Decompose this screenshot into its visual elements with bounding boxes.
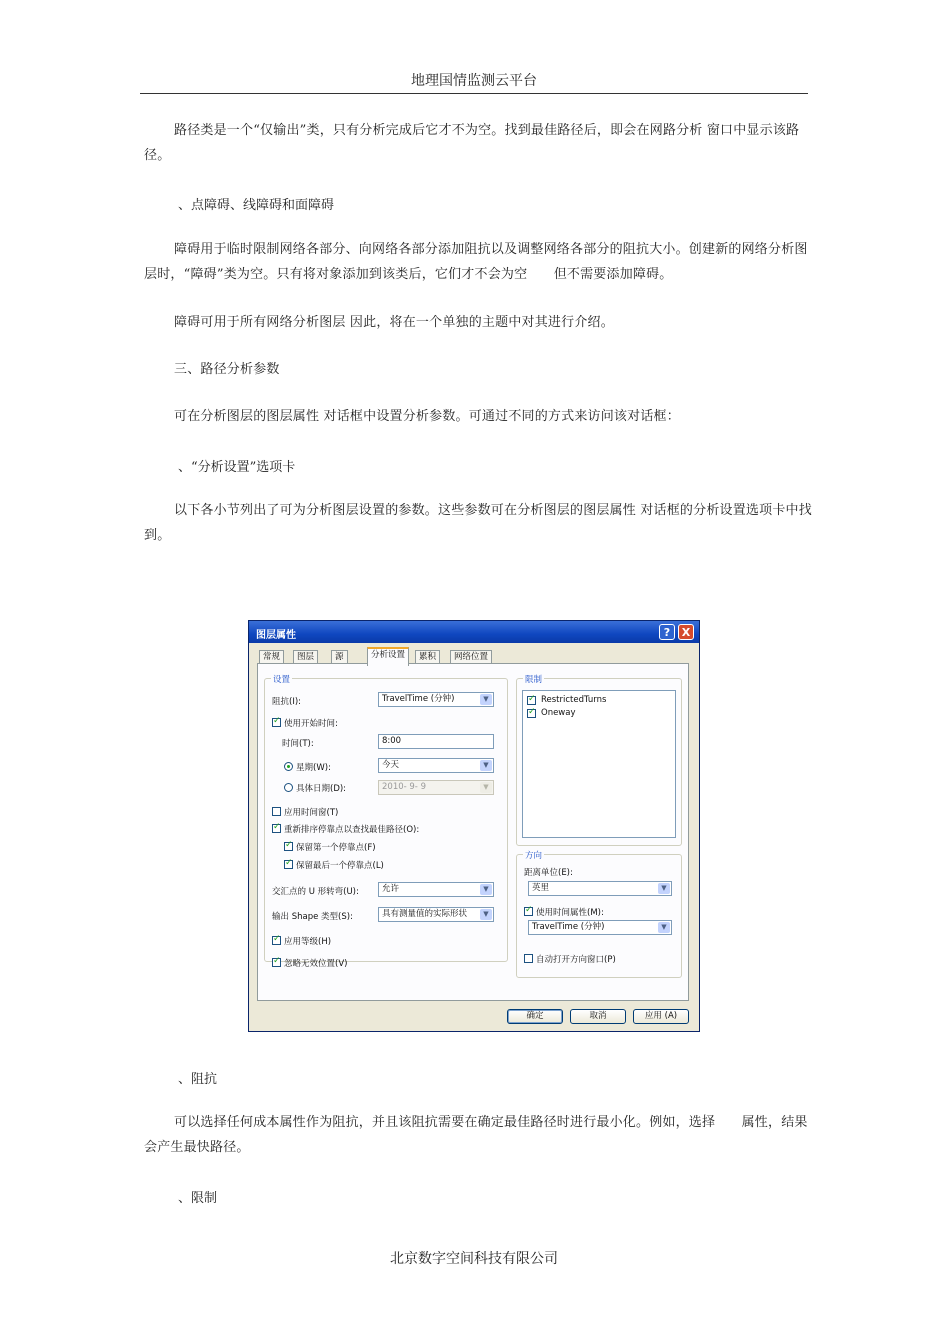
tab-accumulation[interactable]: 累积 bbox=[415, 650, 440, 664]
tab-layer[interactable]: 图层 bbox=[293, 650, 318, 664]
use-time-attr-label: 使用时间属性(M): bbox=[536, 908, 604, 918]
tab-network-locations[interactable]: 网络位置 bbox=[450, 650, 492, 664]
distance-units-select[interactable]: 英里 ▼ bbox=[528, 881, 672, 896]
restrictions-group-label: 限制 bbox=[525, 675, 543, 685]
keep-last-label: 保留最后一个停靠点(L) bbox=[296, 861, 384, 871]
apply-button[interactable]: 应用 (A) bbox=[633, 1009, 689, 1024]
heading-barriers: 、点障碍、线障碍和面障碍 bbox=[178, 198, 335, 213]
specific-date-label: 具体日期(D): bbox=[296, 784, 347, 794]
impedance-label: 阻抗(I): bbox=[272, 697, 302, 707]
ok-button[interactable]: 确定 bbox=[507, 1009, 563, 1024]
paragraph-analysis-tab: 以下各小节列出了可为分析图层设置的参数。这些参数可在分析图层的图层属性 对话框的分析设置选项卡中找到。 bbox=[144, 503, 812, 543]
restriction-checkbox[interactable] bbox=[527, 696, 536, 705]
ignore-invalid-checkbox[interactable] bbox=[272, 958, 281, 967]
chevron-down-icon: ▼ bbox=[658, 922, 670, 933]
specific-date-select[interactable]: 2010- 9- 9 ▼ bbox=[378, 780, 494, 795]
time-label: 时间(T): bbox=[282, 739, 314, 749]
cancel-button[interactable]: 取消 bbox=[570, 1009, 626, 1024]
layer-properties-dialog bbox=[248, 620, 700, 1032]
paragraph-barriers: 障碍用于临时限制网络各部分、向网络各部分添加阻抗以及调整网络各部分的阻抗大小。创建新的网络分析图层时，“障碍”类为空。只有将对象添加到该类后，它们才不会为空 但不需要添加障碍。 bbox=[144, 242, 808, 282]
reorder-stops-label: 重新排序停靠点以查找最佳路径(O): bbox=[284, 825, 420, 835]
auto-open-checkbox[interactable] bbox=[524, 954, 533, 963]
shape-type-label: 输出 Shape 类型(S): bbox=[272, 912, 353, 922]
paragraph-barriers-usage: 障碍可用于所有网络分析图层 因此，将在一个单独的主题中对其进行介绍。 bbox=[174, 315, 614, 330]
paragraph-route-class: 路径类是一个“仅输出”类，只有分析完成后它才不为空。找到最佳路径后，即会在网路分析 窗口中显示该路径。 bbox=[144, 123, 800, 163]
time-input[interactable]: 8:00 bbox=[378, 734, 494, 749]
page-footer: 北京数字空间科技有限公司 bbox=[390, 1251, 558, 1267]
chevron-down-icon: ▼ bbox=[480, 909, 492, 920]
chevron-down-icon: ▼ bbox=[658, 883, 670, 894]
shape-type-select[interactable]: 具有测量值的实际形状 ▼ bbox=[378, 907, 494, 922]
time-windows-label: 应用时间窗(T) bbox=[284, 808, 339, 818]
specific-date-radio[interactable] bbox=[284, 783, 293, 792]
heading-analysis-tab: 、“分析设置”选项卡 bbox=[178, 460, 296, 475]
weekday-select[interactable]: 今天 ▼ bbox=[378, 758, 494, 773]
use-time-attr-checkbox[interactable] bbox=[524, 907, 533, 916]
settings-group-label: 设置 bbox=[273, 675, 291, 685]
keep-first-checkbox[interactable] bbox=[284, 842, 293, 851]
heading-route-params: 三、路径分析参数 bbox=[174, 362, 280, 377]
uturn-select[interactable]: 允许 ▼ bbox=[378, 882, 494, 897]
distance-units-label: 距离单位(E): bbox=[524, 868, 573, 878]
tab-source[interactable]: 源 bbox=[331, 650, 348, 664]
heading-restrictions: 、限制 bbox=[178, 1191, 218, 1206]
tab-general[interactable]: 常规 bbox=[259, 650, 284, 664]
hierarchy-checkbox[interactable] bbox=[272, 936, 281, 945]
impedance-select[interactable]: TravelTime (分钟) ▼ bbox=[378, 692, 494, 707]
directions-group-label: 方向 bbox=[525, 851, 543, 861]
use-start-time-label: 使用开始时间: bbox=[284, 719, 338, 729]
restriction-checkbox[interactable] bbox=[527, 709, 536, 718]
restriction-label: RestrictedTurns bbox=[541, 695, 607, 705]
chevron-down-icon: ▼ bbox=[480, 760, 492, 771]
hierarchy-label: 应用等级(H) bbox=[284, 937, 332, 947]
close-icon[interactable]: X bbox=[678, 624, 694, 640]
paragraph-impedance: 可以选择任何成本属性作为阻抗，并且该阻抗需要在确定最佳路径时进行最小化。例如，选择 属性，结果会产生最快路径。 bbox=[144, 1115, 808, 1155]
paragraph-params: 可在分析图层的图层属性 对话框中设置分析参数。可通过不同的方式来访问该对话框： bbox=[174, 409, 680, 424]
restrictions-list[interactable] bbox=[522, 690, 676, 838]
chevron-down-icon: ▼ bbox=[480, 884, 492, 895]
heading-impedance: 、阻抗 bbox=[178, 1072, 218, 1087]
ignore-invalid-label: 忽略无效位置(V) bbox=[284, 959, 348, 969]
dialog-titlebar bbox=[249, 621, 699, 643]
weekday-label: 星期(W): bbox=[296, 763, 331, 773]
reorder-stops-checkbox[interactable] bbox=[272, 824, 281, 833]
chevron-down-icon: ▼ bbox=[480, 694, 492, 705]
use-start-time-checkbox[interactable] bbox=[272, 718, 281, 727]
tab-analysis-settings[interactable]: 分析设置 bbox=[367, 647, 409, 666]
chevron-down-icon: ▼ bbox=[480, 782, 492, 793]
page-header: 地理国情监测云平台 bbox=[140, 70, 808, 94]
analysis-settings-panel bbox=[257, 663, 689, 1001]
time-attr-select[interactable]: TravelTime (分钟) ▼ bbox=[528, 920, 672, 935]
dialog-title: 图层属性 bbox=[256, 630, 296, 641]
keep-last-checkbox[interactable] bbox=[284, 860, 293, 869]
weekday-radio[interactable] bbox=[284, 762, 293, 771]
time-windows-checkbox[interactable] bbox=[272, 807, 281, 816]
keep-first-label: 保留第一个停靠点(F) bbox=[296, 843, 376, 853]
help-icon[interactable]: ? bbox=[659, 624, 675, 640]
uturn-label: 交汇点的 U 形转弯(U): bbox=[272, 887, 359, 897]
restriction-label: Oneway bbox=[541, 708, 576, 718]
auto-open-label: 自动打开方向窗口(P) bbox=[536, 955, 616, 965]
